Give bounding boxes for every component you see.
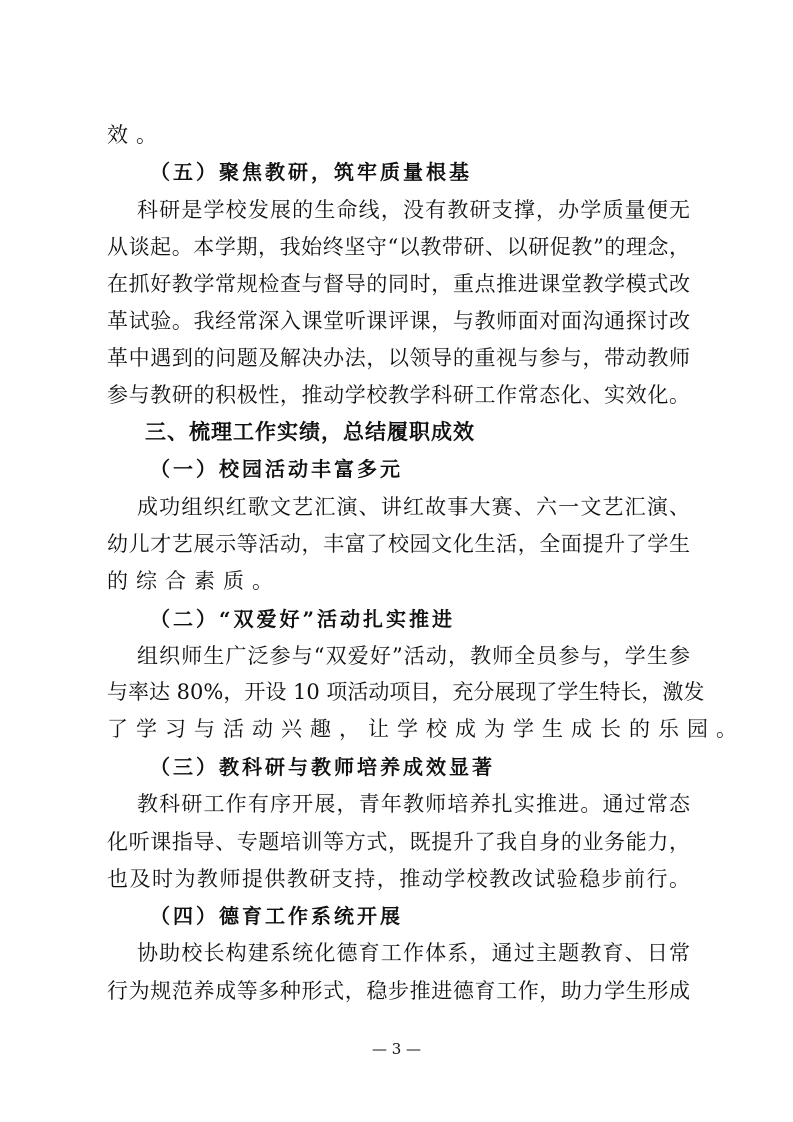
paragraph-line: 组织师生广泛参与“双爱好”活动，教师全员参与，学生参 xyxy=(137,644,690,668)
paragraph-line: 了学习与活动兴趣，让学校成为学生成长的乐园。 xyxy=(107,717,745,741)
paragraph-line: 革试验。我经常深入课堂听课评课，与教师面对面沟通探讨改 xyxy=(107,309,690,333)
paragraph-line: 协助校长构建系统化德育工作体系，通过主题教育、日常 xyxy=(137,941,690,965)
paragraph-line: 成功组织红歌文艺汇演、讲红故事大赛、六一文艺汇演、 xyxy=(137,495,690,519)
section-heading: （四）德育工作系统开展 xyxy=(150,904,403,928)
paragraph-line: 从谈起。本学期，我始终坚守“以教带研、以研促教”的理念， xyxy=(107,235,690,259)
section-heading: 三、梳理工作实绩，总结履职成效 xyxy=(145,420,475,444)
paragraph-line: 也及时为教师提供教研支持，推动学校教改试验稳步前行。 xyxy=(107,867,690,891)
section-heading: （五）聚焦教研，筑牢质量根基 xyxy=(150,160,472,184)
paragraph-line: 化听课指导、专题培训等方式，既提升了我自身的业务能力， xyxy=(107,830,690,854)
paragraph-line: 效。 xyxy=(107,123,165,147)
section-heading: （一）校园活动丰富多元 xyxy=(150,457,403,481)
paragraph-line: 的综合素质。 xyxy=(107,569,281,593)
paragraph-line: 教科研工作有序开展，青年教师培养扎实推进。通过常态 xyxy=(137,792,690,816)
paragraph-line: 行为规范养成等多种形式，稳步推进德育工作，助力学生形成 xyxy=(107,979,690,1003)
paragraph-line: 革中遇到的问题及解决办法，以领导的重视与参与，带动教师 xyxy=(107,346,690,370)
paragraph-line: 在抓好教学常规检查与督导的同时，重点推进课堂教学模式改 xyxy=(107,272,690,296)
section-heading: （二）“双爱好”活动扎实推进 xyxy=(150,607,456,631)
section-heading: （三）教科研与教师培养成效显著 xyxy=(150,755,495,779)
paragraph-line: 科研是学校发展的生命线，没有教研支撑，办学质量便无 xyxy=(137,198,690,222)
page-number: — 3 — xyxy=(371,1040,422,1058)
paragraph-line: 参与教研的积极性，推动学校教学科研工作常态化、实效化。 xyxy=(107,383,690,407)
paragraph-line: 与率达 80%，开设 10 项活动项目，充分展现了学生特长，激发 xyxy=(107,680,705,704)
paragraph-line: 幼儿才艺展示等活动，丰富了校园文化生活，全面提升了学生 xyxy=(107,532,690,556)
